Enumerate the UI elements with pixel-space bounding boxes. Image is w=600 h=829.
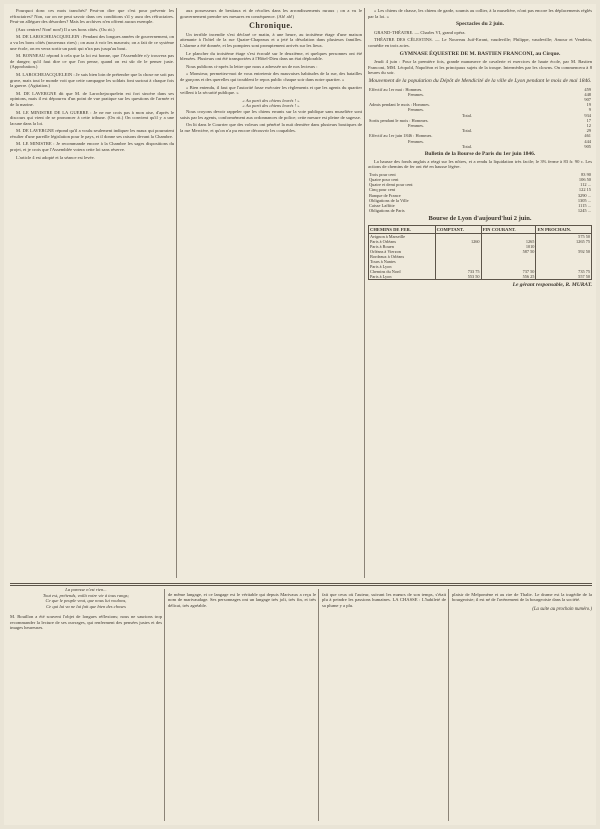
paragraph: Pourquoi donc ces mots tranchés? Peut-on dire que c'est pour prévenir les réfractaires? Non, car on ne peut savoir dans ces conditions s'il y aura des réfractaires. Peut-on alléguer des désordres? Mais les archives n'en offrent aucun exemple. [10,8,174,25]
quoted-verse [180,98,362,109]
table-row: Quatre pour cent 106 50 [369,176,591,182]
paragraph: M. LAROCHEJACQUELEIN : Je suis bien loin de prétendre que la chose ne soit pas grave, mais tout le monde voit que cette campagne les soldats font surtout à chaque fois la guerre. (Agitation.) [10,71,174,89]
feuilleton-column [10,587,162,823]
table-row: Admis pendant le mois : Hommes. 19 [369,102,591,108]
table-row: Caisse Laffitte 1115 ... [369,202,591,208]
section-heading-chronique: Chronique. [249,21,293,31]
spectacle-entry: GRAND-THÉATRE. — Charles VI, grand opéra. [374,29,466,35]
table-row: Obligations de la Ville 1305 ... [369,197,591,203]
paragraph: L'article 4 est adopté et la séance est levée. [16,154,95,160]
table-row: Banque de France 3290 ... [369,192,591,198]
column-divider [164,589,165,821]
column-chronicle [180,8,362,583]
gymnase-title: GYMNASE ÉQUESTRE DE M. BASTIEN FRANCONI, au Cirque. [399,50,561,57]
paragraph: aux possesseurs de bestiaux et de récoltes dans les arrondissements ruraux ; on a vu le gouvernement prendre ses mesures en conséquence. (Ah! ah!) [180,8,362,19]
spectacle-entry: THÉATRE DES CÉLESTINS. — Le Nouveau Juif-Errant, vaudeville; Philippe, vaudeville; Amour et Vendetta, comédie en trois actes. [368,37,592,48]
table-row: Paris à Lyon [369,264,591,269]
table-row: Femmes. 444 [408,138,591,144]
bourse-lyon-table [368,225,592,280]
bourse-lyon-title: Bourse de Lyon d'aujourd'hui 2 juin. [428,215,532,223]
verse-block [10,587,162,609]
paragraph: (Aux centres! Non! non!) Il a ses bons côtés. (Ou rit.) [16,26,115,32]
table-row: Paris à Lyon 553 50 556 25 557 50 [370,273,590,279]
paragraph: « Bien entendu, il faut que l'autorité fasse exécuter les règlements et que les agents du quartier veillent à la sécurité publique. » [180,84,362,96]
paragraph: de même langage, et ce langage est le véritable qui depuis Marivaux a reçu le nom de marivaudage. Ses personnages ont un langage très joli, très fin, et très délicat, très agréable. [168,591,316,608]
bulletin-title: Bulletin de la Bourse de Paris du 1er juin 1846. [424,150,536,157]
feuilleton-column [452,587,592,823]
table-row: Total. 29 [461,128,591,134]
column-parliament [10,8,174,583]
paragraph: fait que ceux où l'auteur, suivant les mœurs de son temps, s'était plu à peindre les passions humaines. LA CHASSE : L'habileté de sa plume y a plu. [322,591,446,608]
verse-line: Ce que le peuple veut, que nous lui voulons, [45,598,127,604]
paragraph: M. LE MINISTRE : Je recommande encore à la Chambre les sages dispositions du projet, et je crois que l'Assemblée votera cette loi sans réserve. [10,141,174,153]
column-notices [368,8,592,583]
table-row: Orléans à Vierzon 587 50 592 50 [370,248,590,254]
verse-line: Tout est, prétends, voilà votre vie à tous rangs; [42,592,130,598]
table-row: Obligations de Paris 1245 ... [369,208,591,214]
paragraph: Nous croyons devoir rappeler que les chiens errants sur la voie publique sans muselière sont saisis par les agents, conformément aux ordonnances de police; cette mesure est pleine de sagesse. [180,108,362,120]
feuilleton-separator [10,583,592,584]
paragraph: Jeudi 4 juin : Pour la première fois, grande manœuvre de cavalerie et exercices de haute école, par M. Bastien Franconi, MM. Léopold, Napoléon et les principaux sujets de la troupe. Intermèdes par les clowns. On commencera à 8 heures du soir. [368,59,592,76]
verse-line: Ce qui lui va ne lui fait que bien des choses [46,603,126,609]
table-row: Paris à Orléans 1260 1265 1265 75 [370,238,590,244]
column-divider [364,8,365,578]
table-row: Total. 905 [461,143,591,149]
table-row: Effectif au 1er mai : Hommes. 459 [369,86,591,92]
feuilleton-column [322,587,446,823]
column-divider [176,8,177,578]
table-row: Sortis pendant le mois : Hommes. 17 [369,117,591,123]
feuilleton-column [168,587,316,823]
table-row: Avignon à Marseille 575 50 [370,233,590,239]
table-row: Femmes. 448 [408,91,591,97]
table-row: Cinq pour cent 122 15 [369,187,591,193]
paragraph: On lit dans le Courrier que des voleurs ont pénétré la nuit dernière dans plusieurs boutiques de la rue Mercière, et qu'on n'a pu encore découvrir les coupables. [180,122,362,133]
population-table [368,87,592,149]
table-row: Femmes. 9 [408,107,591,113]
paragraph: Le plancher du troisième étage s'est écroulé sur le deuxième, et quelques personnes ont été blessées. Plusieurs ont été transportées à l'Hôtel-Dieu dans un état déplorable. [180,50,362,62]
feuilleton-separator [10,585,592,586]
paragraph: M. LE MINISTRE DE LA GUERRE : Je ne me crois pas à mon aise, d'après le discours qui vient de se prononcer à cette tribune. (On rit.) On convient qu'il y a une lacune dans la loi. [10,109,174,126]
paragraph: M. DE LAVERGNE répond qu'il a voulu seulement indiquer les maux qui pourraient résulter d'une pareille législation pour le pays, et il donne ses raisons devant la Chambre. [10,128,174,139]
column-divider [448,589,449,821]
table-row: Effectif au 1er juin 1846 : Hommes. 461 [369,133,591,139]
bourse-paris-table [368,172,592,214]
paragraph: M. DE LAVERGNE dit que M. de Larochejacquelein est fort sincère dans ses opinions, mais il est dépourvu d'un point de vue pratique sur les questions de l'armée et de la marine. [10,90,174,107]
to-be-continued: (La suite au prochain numéro.) [532,607,592,613]
table-header-row: CHEMINS DE FER. COMPTANT. FIN COURANT. EN PROCHAIN. [369,226,591,234]
verse-line: La paresse n'est rien... [65,587,107,592]
column-divider [318,589,319,821]
table-row: Quatre et demi pour cent 112 ... [369,182,591,188]
paragraph: « Monsieur, permettez-moi de vous entretenir des mauvaises habitudes de la rue, des batailles de garçons et des querelles qui troublent le repos public chaque soir dans notre quartier. » [180,71,362,82]
table-row: Paris à Rouen 1010 [370,243,535,249]
paragraph: « Les chiens de chasse, les chiens de garde, soumis au collier, à la muselière, n'ont pas encore les déplacements réglés par la loi. » [368,8,592,19]
table-row: Trois pour cent 83 90 [369,171,591,177]
verse-line: « Au parti des chiens leurés ! » [242,103,300,109]
paragraph: La hausse des fonds anglais a réagi sur les nôtres, et a rendu la liquidation très facile; le 3% ferme à 83 fr. 90 c. Les actions de chemins de fer ont été en hausse légère. [368,158,592,170]
table-row: Femmes. 12 [408,122,591,128]
paragraph: M. Bouillon a été souvent l'objet de longues réflexions; nous ne saurions trop recommander la lecture de ses ouvrages, qui renferment des pensées justes et des images heureuses. [10,613,162,631]
spectacles-title: Spectacles du 2 juin. [456,21,504,28]
table-row: Total. 934 [461,112,591,118]
signature: Le gérant responsable, R. MURAT. [512,281,592,288]
mouvement-title: Mouvement de la population du Dépôt de Mendicité de la ville de Lyon pendant le mois de mai 1846. [368,77,592,84]
table-row: Tours à Nantes [369,259,591,264]
paragraph: Un terrible incendie s'est déclaré ce matin, à une heure, au troisième étage d'une maison attenante à l'hôtel de la rue Quatre-Chapeaux et a jeté la désolation dans plusieurs familles. L'alarme a été donnée, et les pompiers sont promptement arrivés sur les lieux. [180,31,362,48]
paragraph: M. DE LAROCHEJACQUELEIN : Pendant des longues années de gouvernement, on a vu les bons côtés (nouveaux rires) ; on aura à voir les mauvais; on a fait de ce système une école, on en verra sortir un parti qui n'ira pas jusqu'au bout. [10,34,174,51]
verse-line: « Au parti des chiens leurés ! » [242,97,300,103]
table-row: Bordeaux à Orléans [369,254,591,259]
newspaper-page [4,4,596,825]
table-row: Chemins du Nord 733 75 737 50 735 75 [370,268,590,274]
paragraph: plaisir de Melpomène et au rire de Thalie. Le drame est la tragédie de la bourgeoisie; il est né de l'avènement de la bourgeoisie dans la société. [452,591,592,603]
paragraph: M. BONNEAU répond à cela que la loi est bonne, que l'Assemblée n'y trouvera pas de danger; qu'il faut dire ce que l'on pense, quand on est sûr de le penser juste. (Approbation.) [10,53,174,70]
paragraph: Nous publions ci-après la lettre que nous a adressée un de nos lecteurs : [186,63,318,69]
table-row: 907 [584,96,591,102]
